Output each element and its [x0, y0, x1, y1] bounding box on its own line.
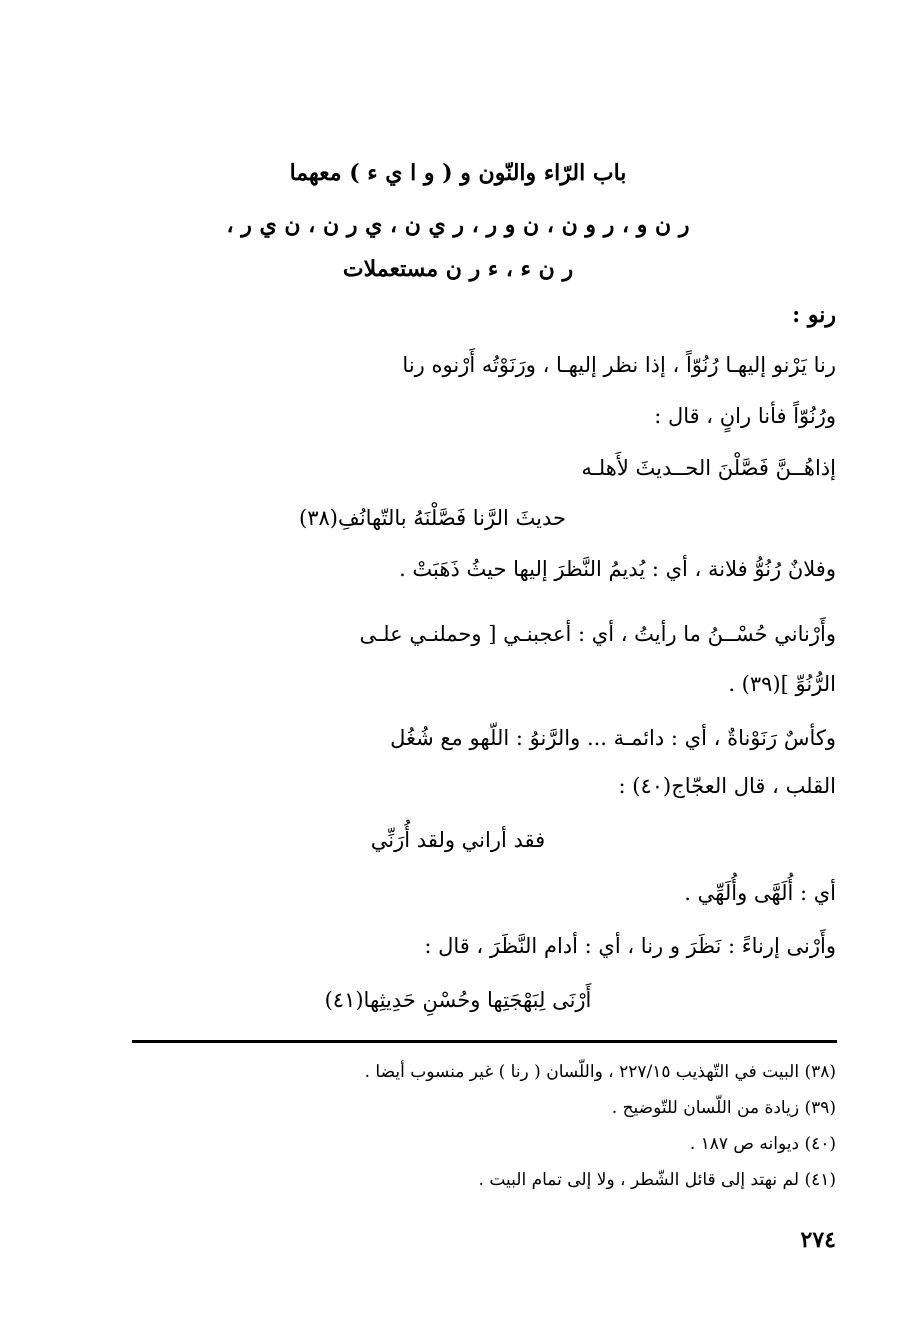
body-line: وأَرْنى إرناءً : نَظَرَ و رنا ، أي : أدام النَّظَرَ ، قال : — [424, 934, 836, 958]
footnotes-divider — [132, 1040, 837, 1043]
footnote: (٣٩) زيادة من اللّسان للتّوضيح . — [611, 1098, 836, 1118]
roots-line-2: ر ن ء ، ء ر ن مستعملات — [342, 256, 574, 282]
body-line: الرُّنُوِّ ](٣٩) . — [728, 672, 836, 696]
body-line: وأَرْناني حُسْــنُ ما رأيتُ ، أي : أعجبنـي [ وحملنـي علـى — [359, 622, 836, 646]
footnote: (٤٠) ديوانه ص ١٨٧ . — [689, 1134, 836, 1154]
body-line: وفلانٌ رُنُوُّ فلانة ، أي : يُديمُ النَّظرَ إليها حيثُ ذَهَبَتْ . — [399, 557, 836, 581]
body-line: القلب ، قال العجّاج(٤٠) : — [618, 774, 836, 798]
footnote: (٣٨) البيت في التّهذيب ٢٢٧/١٥ ، واللّسان ( رنا ) غير منسوب أيضا . — [364, 1062, 836, 1082]
body-line: رنا يَرْنو إليهـا رُنُوّاً ، إذا نظر إليهـا ، ورَنَوْتُه أَرْنوه رنا — [402, 353, 836, 377]
body-line: وكأسٌ رَنَوْناةٌ ، أي : دائمـة ... والرَّنوُ : اللّهو مع شُغُل — [390, 726, 836, 750]
verse-line: فقد أراني ولقد أُرَنِّي — [370, 828, 546, 852]
chapter-title: باب الرّاء والنّون و ( و ا ي ء ) معهما — [289, 160, 627, 186]
body-line: ورُنُوّاً فأنا رانٍ ، قال : — [654, 404, 836, 428]
verse-line: أَرْنَى لِبَهْجَتِها وحُسْنِ حَدِيثِها(٤١) — [324, 988, 592, 1012]
verse-line: حديثَ الرَّنا فَصَّلْنَهُ بالتّهانُفِ(٣٨) — [299, 506, 566, 530]
body-line: أي : أُلَهَّى وأُلَهِّي . — [684, 881, 836, 905]
page-number: ٢٧٤ — [800, 1227, 836, 1253]
entry-heading: رنو : — [792, 302, 836, 328]
footnote: (٤١) لم نهتد إلى قائل الشّطر ، ولا إلى تمام البيت . — [478, 1170, 836, 1190]
roots-line-1: ر ن و ، ر و ن ، ن و ر ، ر ي ن ، ي ر ن ، ن ي ر ، — [226, 212, 690, 238]
verse-line: إذاهُــنَّ فَصَّلْنَ الحــديثَ لأَهلـه — [581, 456, 836, 480]
